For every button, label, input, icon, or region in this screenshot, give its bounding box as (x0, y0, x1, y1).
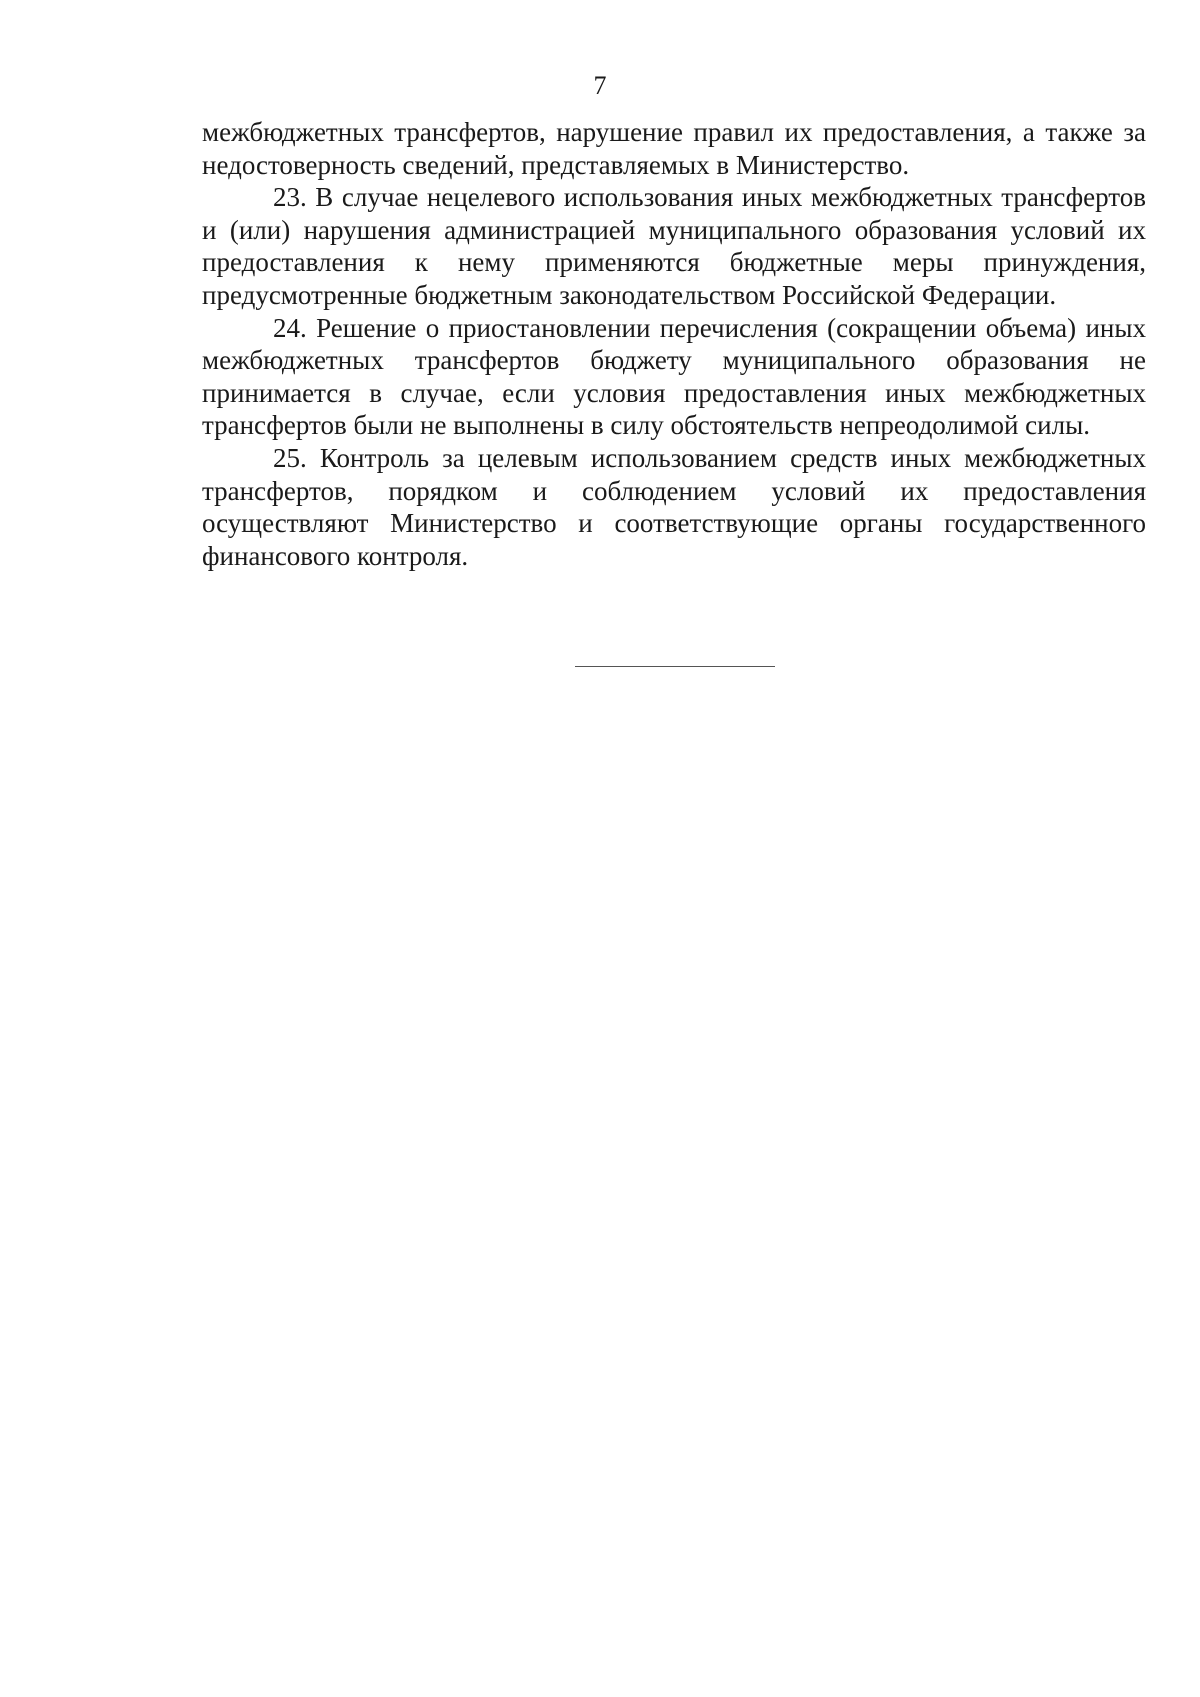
page-number: 7 (593, 71, 607, 100)
paragraph-continuation: межбюджетных трансфертов, нарушение правил их предоставления, а также за недостоверность сведений, представляемых в Министерство. (202, 117, 1146, 180)
paragraph-24: 24. Решение о приостановлении перечисления (сокращении объема) иных межбюджетных трансфертов бюджету муниципального образования не принимается в случае, если условия предоставления иных межбюджетных трансфертов были не выполнены в силу обстоятельств непреодолимой силы. (202, 312, 1146, 441)
paragraph-23: 23. В случае нецелевого использования иных межбюджетных трансфертов и (или) нарушения администрацией муниципального образования условий их предоставления к нему применяются бюджетные меры принуждения, предусмотренные бюджетным законодательством Российской Федерации. (202, 182, 1146, 310)
paragraph-25: 25. Контроль за целевым использованием средств иных межбюджетных трансфертов, порядком и соблюдением условий их предоставления осуществляют Министерство и соответствующие органы государственного финансового контроля. (202, 442, 1146, 571)
document-body (202, 116, 1146, 572)
end-separator-line (575, 666, 775, 667)
